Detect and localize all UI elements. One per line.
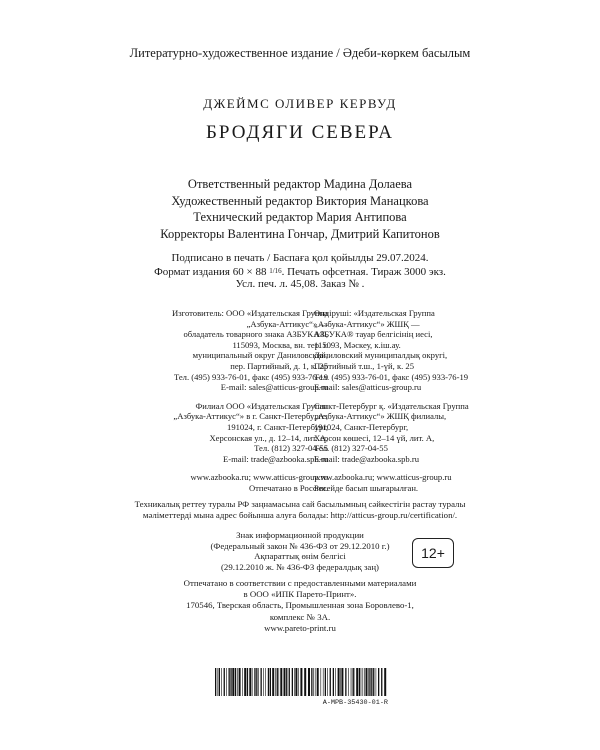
text-line: 191024, Санкт-Петербург, — [314, 421, 409, 432]
barcode-bar — [226, 668, 227, 696]
barcode-bar — [315, 668, 316, 696]
barcode-bar — [256, 668, 257, 696]
printer-info — [0, 578, 600, 634]
editor-line: Корректоры Валентина Гончар, Дмитрий Капитонов — [160, 226, 440, 241]
text-line: E-mail: trade@azbooka.spb.ru — [314, 453, 420, 464]
text-line: „Азбука-Аттикус“» ЖШҚ филиалы, — [314, 411, 447, 422]
barcode-bar — [348, 668, 349, 696]
barcode-bar — [237, 668, 238, 696]
barcode-bar — [335, 668, 336, 696]
barcode-bar — [219, 668, 220, 696]
barcode-bar — [272, 668, 274, 696]
barcode-bar — [235, 668, 236, 696]
text-line: „Азбука-Аттикус“» в г. Санкт-Петербурге, — [173, 411, 328, 422]
text-line: Знак информационной продукции — [236, 530, 364, 540]
barcode-bar — [224, 668, 225, 696]
text-line: Ақпараттық өнім белгісі — [254, 551, 346, 562]
barcode-bar — [268, 668, 269, 696]
manufacturer-ru — [118, 308, 328, 494]
text-line: E-mail: sales@atticus-group.ru — [220, 382, 328, 393]
text-line: (29.12.2010 ж. № 436-ФЗ федералдық заң) — [221, 561, 379, 572]
print-order: Усл. печ. л. 45,08. Заказ № . — [235, 278, 365, 290]
tech-regulation — [0, 499, 600, 521]
barcode-bar — [286, 668, 287, 696]
barcode-bar — [366, 668, 368, 696]
text-line: муниципальный округ Даниловский, — [192, 350, 328, 361]
barcode-bar — [378, 668, 379, 696]
barcode-bar — [258, 668, 259, 696]
text-line: в ООО «ИПК Парето-Принт». — [243, 589, 357, 600]
barcode-bar — [384, 668, 386, 696]
barcode-bar — [247, 668, 248, 696]
barcode-bar — [311, 668, 312, 696]
text-line: Херсон көшесі, 12–14 үй, лит. А, — [314, 432, 435, 443]
barcode-bar — [265, 668, 266, 696]
text-line: E-mail: sales@atticus-group.ru — [314, 382, 422, 393]
barcode-bar — [345, 668, 346, 696]
text-line: Техникалық реттеу туралы РФ заңнамасына сай басылымның сәйкестігін растау туралы — [134, 499, 466, 509]
text-line: 115093, Москва, вн. тер. г. — [232, 339, 328, 350]
barcode-bar — [352, 668, 353, 696]
book-title: БРОДЯГИ СЕВЕРА — [206, 122, 394, 143]
barcode-bar — [351, 668, 352, 696]
text-line: Изготовитель: ООО «Издательская Группа — [172, 308, 328, 318]
barcode-bar — [368, 668, 369, 696]
barcode-bar — [376, 668, 377, 696]
barcode-bar — [232, 668, 234, 696]
text-line: Отпечатано в соответствии с предоставленными материалами — [183, 578, 417, 588]
text-line: „Азбука-Аттикус“» — — [246, 318, 328, 329]
barcode-bar — [359, 668, 360, 696]
printed-in: Отпечатано в России. — [248, 482, 328, 493]
barcode-bar — [218, 668, 219, 696]
barcode-bar — [249, 668, 251, 696]
barcode-bar — [284, 668, 286, 696]
text-line: Тел. (495) 933-76-01, факс (495) 933-76-19 — [314, 371, 469, 382]
barcode-bar — [275, 668, 276, 696]
barcode-image — [214, 668, 388, 696]
barcode-bar — [215, 668, 216, 696]
barcode-bar — [280, 668, 282, 696]
barcode-bar — [364, 668, 365, 696]
text-line: комплекс № 3А. — [269, 611, 331, 622]
barcode-bar — [340, 668, 341, 696]
barcode-bar — [373, 668, 374, 696]
barcode-bar — [317, 668, 319, 696]
barcode-bar — [230, 668, 231, 696]
text-line: Санкт-Петербург қ. «Издательская Группа — [314, 400, 469, 411]
barcode-bar — [279, 668, 280, 696]
barcode-bar — [294, 668, 295, 696]
barcode-bar — [298, 668, 299, 696]
barcode-bar — [338, 668, 340, 696]
print-format: Формат издания 60 × 88 1/16. Печать офсетная. Тираж 3000 экз. — [154, 265, 446, 278]
manufacturer-kz — [314, 308, 524, 494]
text-line: Тел. (812) 327-04-55 — [314, 443, 388, 454]
barcode-bar — [381, 668, 382, 696]
author-name: ДЖЕЙМС ОЛИВЕР КЕРВУД — [203, 96, 397, 111]
print-info — [0, 252, 600, 291]
barcode-bar — [300, 668, 302, 696]
barcode-bar — [333, 668, 334, 696]
text-line: Тел. (495) 933-76-01, факс (495) 933-76-19 — [173, 371, 328, 382]
barcode-bar — [356, 668, 358, 696]
barcode-bar — [353, 668, 354, 696]
text-line: „Азбука-Аттикус“» ЖШҚ — — [314, 318, 420, 329]
barcode-bar — [252, 668, 253, 696]
print-signed: Подписано в печать / Баспаға қол қойылды 29.07.2024. — [171, 252, 429, 264]
printed-in: Ресейде басып шығарылған. — [314, 482, 419, 493]
editor-line: Художественный редактор Виктория Манацкова — [171, 193, 429, 208]
barcode-bar — [325, 668, 326, 696]
text-line: Партийный т.ш., 1-үй, к. 25 — [314, 360, 415, 371]
website-link: www.pareto-print.ru — [264, 622, 336, 633]
barcode-bar — [295, 668, 297, 696]
text-line: 191024, г. Санкт-Петербург, — [227, 421, 328, 432]
barcode-bar — [363, 668, 364, 696]
website-links: www.azbooka.ru; www.atticus-group.ru — [190, 472, 328, 483]
editor-line: Технический редактор Мария Антипова — [193, 210, 407, 224]
editors-block — [0, 176, 600, 242]
barcode-bar — [327, 668, 328, 696]
barcode-bar — [292, 668, 293, 696]
barcode-bar — [263, 668, 264, 696]
text-line: (Федеральный закон № 436-ФЗ от 29.12.2010 г.) — [210, 540, 390, 551]
barcode-bar — [254, 668, 255, 696]
barcode-bar — [277, 668, 278, 696]
editor-line: Ответственный редактор Мадина Долаева — [187, 177, 413, 191]
barcode-bar — [244, 668, 246, 696]
barcode-bar — [313, 668, 314, 696]
barcode-bar — [371, 668, 372, 696]
barcode-bar — [229, 668, 230, 696]
age-rating-badge: 12+ — [412, 538, 454, 568]
text-line: 170546, Тверская область, Промышленная зона Боровлево-1, — [186, 600, 414, 611]
text-line: Тел. (812) 327-04-55 — [254, 443, 328, 454]
barcode-bar — [323, 668, 324, 696]
text-line: АЗБУКА® тауар белгісінің иесі, — [314, 329, 433, 340]
text-line: мәліметтерді мына адрес бойынша алуға болады: http://atticus-group.ru/certification/. — [142, 510, 458, 520]
text-line: Даниловский муниципалдық округі, — [314, 350, 448, 361]
barcode-bar — [242, 668, 243, 696]
barcode-bar — [341, 668, 343, 696]
website-links: www.azbooka.ru; www.atticus-group.ru — [314, 472, 452, 483]
barcode-bar — [221, 668, 222, 696]
text-line: обладатель товарного знака АЗБУКА®, — [183, 329, 328, 340]
barcode-bar — [270, 668, 271, 696]
text-line: Өндіруші: «Издательская Группа — [314, 308, 435, 318]
text-line: E-mail: trade@azbooka.spb.ru — [222, 453, 328, 464]
text-line: Филиал ООО «Издательская Группа — [195, 400, 328, 411]
series-line: Литературно-художественное издание / Әдеби-көркем басылым — [129, 46, 471, 60]
barcode-bar — [289, 668, 290, 696]
barcode-bar — [304, 668, 306, 696]
barcode-bar — [261, 668, 262, 696]
barcode-bar — [321, 668, 322, 696]
barcode-bar — [330, 668, 331, 696]
text-line: пер. Партийный, д. 1, к. 25 — [230, 360, 328, 371]
barcode-label: A-MPB-35430-01-R — [322, 699, 388, 707]
barcode-bar — [369, 668, 370, 696]
text-line: Херсонская ул., д. 12–14, лит. А, — [209, 432, 328, 443]
barcode-bar — [308, 668, 310, 696]
barcode-bar — [361, 668, 362, 696]
barcode-bar — [239, 668, 241, 696]
text-line: 115093, Мәскеу, к.іш.ау. — [314, 339, 401, 350]
